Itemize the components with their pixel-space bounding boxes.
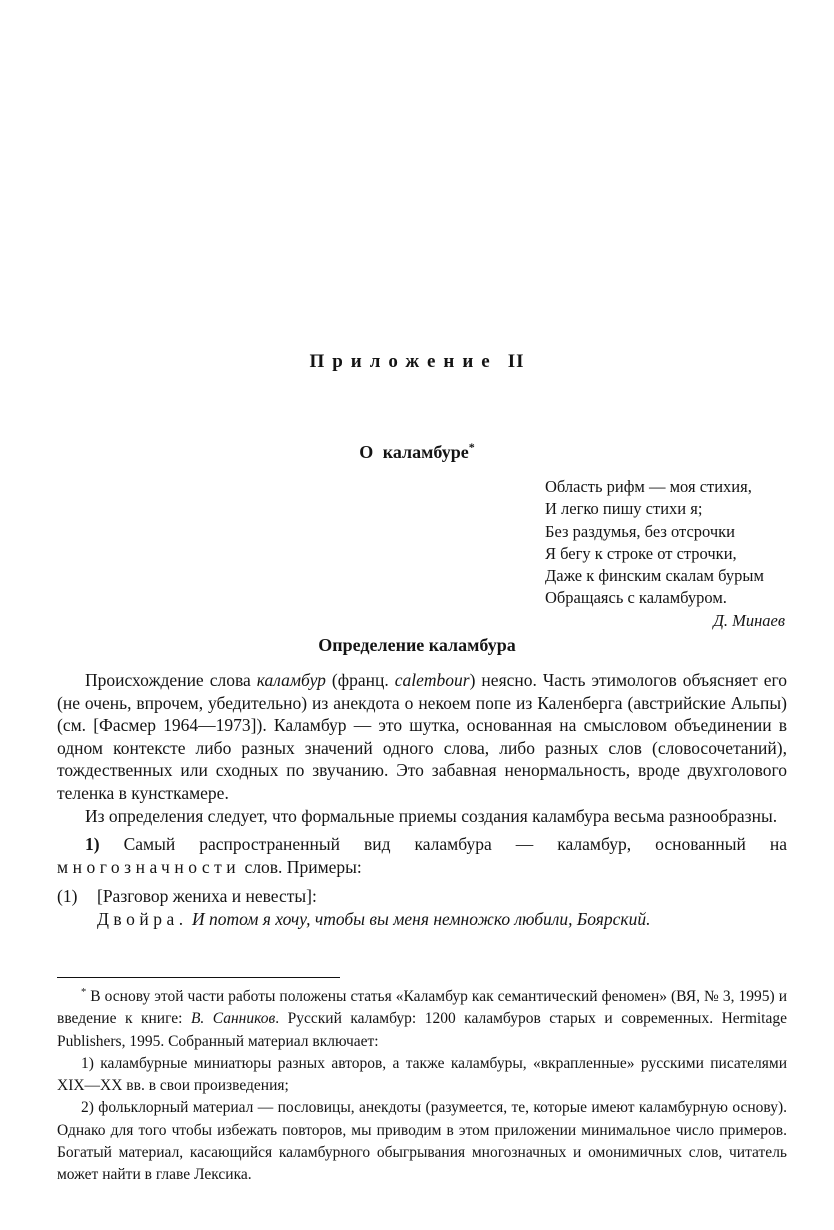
footnote <box>57 986 787 1187</box>
footnote-separator <box>57 977 340 978</box>
epigraph-line: И легко пишу стихи я; <box>545 499 703 519</box>
epigraph-author: Д. Минаев <box>713 610 785 630</box>
paragraph-type-1: 1) Самый распространенный вид каламбура — каламбур, основанный на многозначности слов. Примеры: <box>57 834 787 877</box>
footnote-paragraph-sources: * В основу этой части работы положены статья «Каламбур как семантический феномен» (ВЯ, № 3, 1995) и введение к книге: В. Санников. Русский каламбур: 1200 каламбуров старых и современных. Hermitage Publishers, 1995. Собранный материал включает: <box>57 986 787 1050</box>
paragraph-definition: Происхождение слова каламбур (франц. calembour) неясно. Часть этимологов объясняет его (не очень, впрочем, убедительно) из анекдота о некоем попе из Каленберга (австрийские Альпы) (см. [Фасмер 1964—1973]). Каламбур — это шутка, основанная на смысловом объединении в одном контексте либо разных значений одного слова, либо разных слов (словосочетаний), тождественных или сходных по звучанию. Это забавная ненормальность, вроде двухголового теленка в кунсткамере. <box>57 670 787 803</box>
appendix-number: II <box>507 351 525 372</box>
example-body <box>97 885 787 930</box>
epigraph-line: Даже к финским скалам бурым <box>545 566 764 586</box>
paragraph-conclusion: Из определения следует, что формальные приемы создания каламбура весьма разнообразны. <box>85 805 778 826</box>
example-block <box>57 885 787 930</box>
title-footnote-marker: * <box>468 440 475 454</box>
footnote-paragraph-item-2: 2) фольклорный материал — пословицы, анекдоты (разумеется, те, которые имеют каламбурную основу). Однако для того чтобы избежать повторов, мы приводим в этом приложении минимальное число примеров. Богатый материал, касающийся каламбурного обыгрывания многозначных и омонимичных слов, читатель может найти в главе Лексика. <box>57 1099 787 1184</box>
page-title-text: О каламбуре <box>359 442 469 462</box>
example-number: (1) <box>57 886 78 907</box>
example-context-line: [Разговор жениха и невесты]: <box>97 886 317 907</box>
epigraph-line: Я бегу к строке от строчки, <box>545 543 737 563</box>
epigraph-line: Область рифм — моя стихия, <box>545 477 752 496</box>
epigraph-line: Обращаясь с каламбуром. <box>545 588 727 608</box>
epigraph-line: Без раздумья, без отсрочки <box>545 521 735 541</box>
appendix-label: Приложение <box>309 351 498 372</box>
appendix-title <box>0 351 834 373</box>
page-title <box>0 442 834 463</box>
epigraph <box>545 476 795 632</box>
section-heading: Определение каламбура <box>318 635 516 655</box>
main-text <box>57 669 787 931</box>
footnote-paragraph-item-1: 1) каламбурные миниатюры разных авторов, а также каламбуры, «вкрапленные» русскими писателями XIX—XX вв. в свои произведения; <box>57 1054 787 1095</box>
example-quote-line: Двойра. И потом я хочу, чтобы вы меня немножко любили, Боярский. <box>97 908 651 929</box>
